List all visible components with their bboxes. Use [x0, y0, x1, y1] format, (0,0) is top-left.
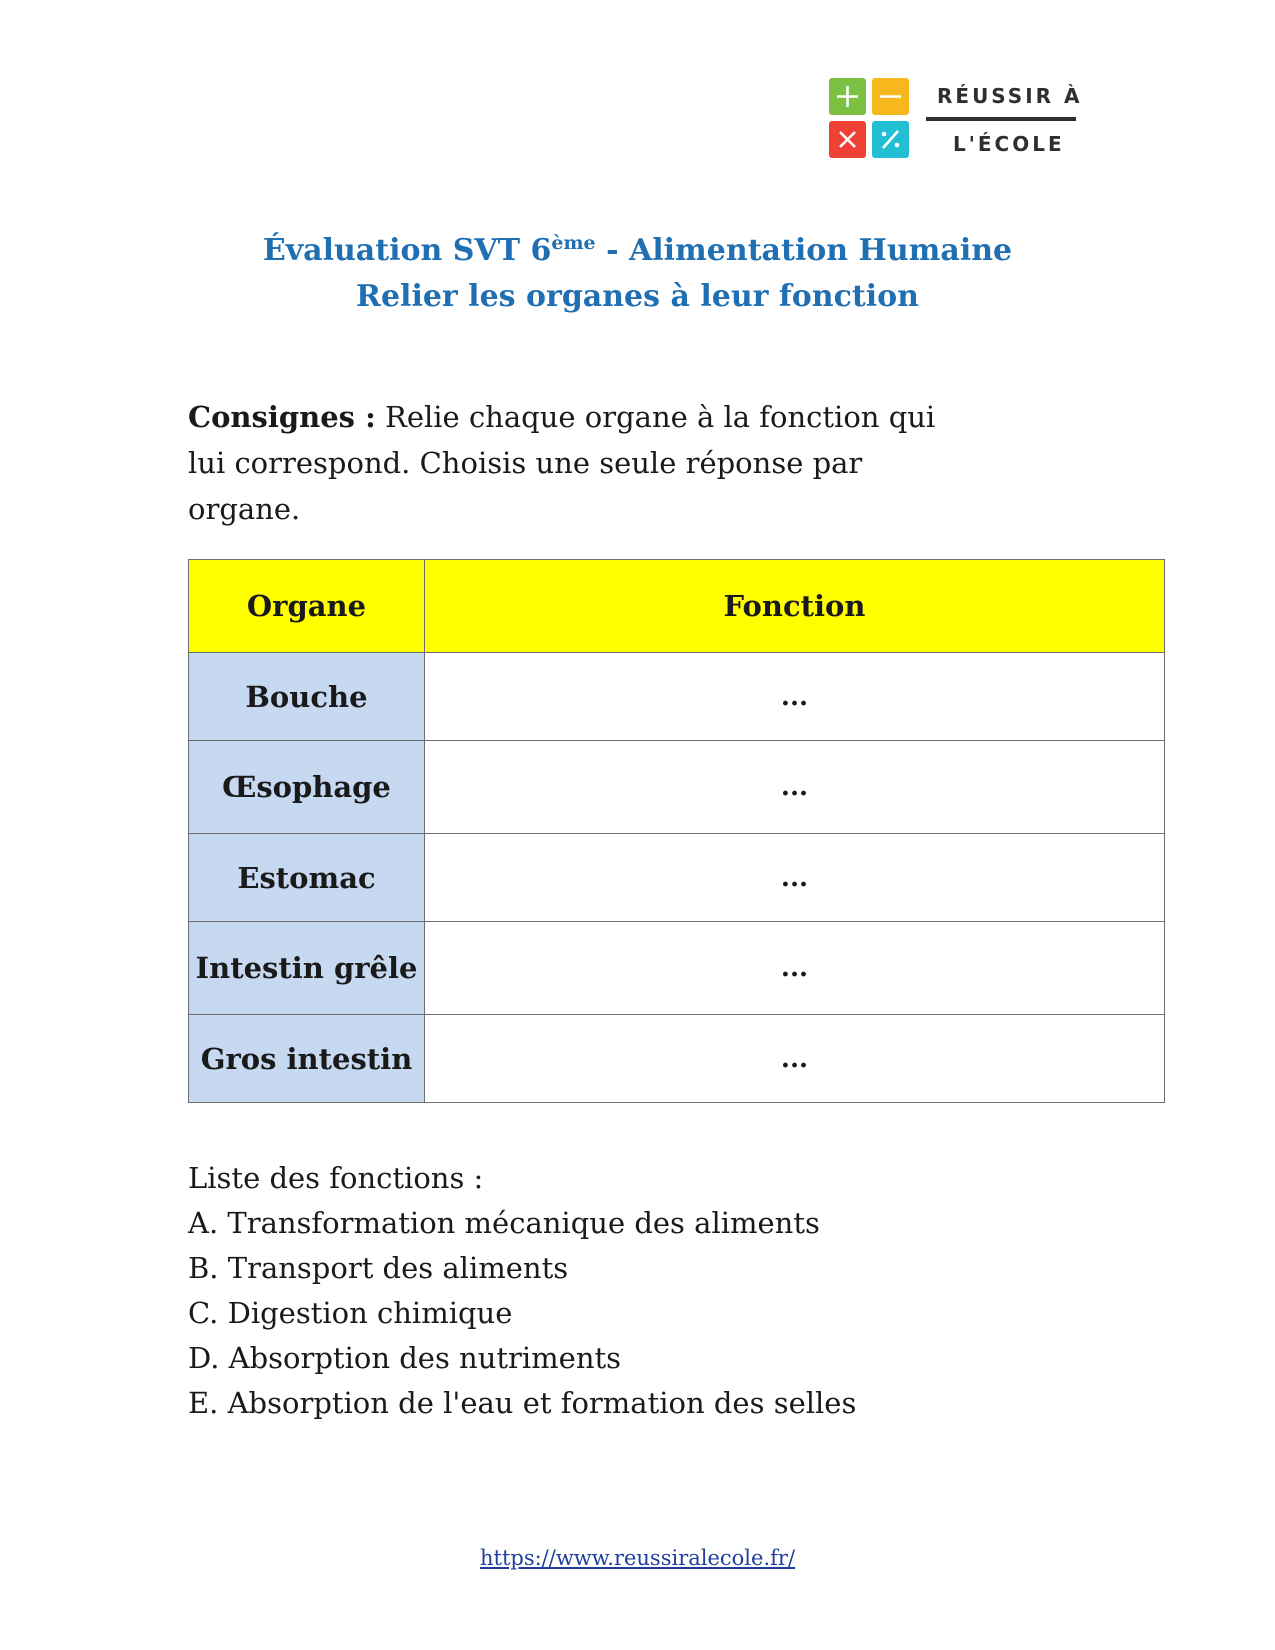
title-line1 [0, 228, 1275, 274]
table-row [189, 1015, 1165, 1103]
organ-cell: Gros intestin [189, 1015, 425, 1103]
header-fonction: Fonction [425, 560, 1165, 653]
table-row [189, 653, 1165, 741]
organ-function-table [188, 559, 1165, 1103]
brand-name-line1: RÉUSSIR À [937, 84, 1083, 108]
list-item: E. Absorption de l'eau et formation des selles [188, 1386, 857, 1420]
brand-divider [926, 117, 1076, 121]
function-answer-cell[interactable]: ... [425, 1015, 1165, 1103]
website-link[interactable]: https://www.reussiralecole.fr/ [479, 1546, 796, 1570]
list-item: C. Digestion chimique [188, 1296, 513, 1330]
title-line1-end: - Alimentation Humaine [595, 233, 1013, 268]
organ-cell: Œsophage [189, 741, 425, 834]
organ-cell: Estomac [189, 834, 425, 922]
instructions-label: Consignes : [188, 400, 376, 434]
table-row [189, 834, 1165, 922]
table-header-row [189, 560, 1165, 653]
plus-icon [829, 78, 866, 115]
brand-name-line2: L'ÉCOLE [953, 132, 1065, 156]
function-answer-cell[interactable]: ... [425, 834, 1165, 922]
function-answer-cell[interactable]: ... [425, 653, 1165, 741]
title-superscript: ème [551, 232, 596, 254]
table-row [189, 741, 1165, 834]
instructions-text: Relie chaque organe à la fonction qui lui correspond. Choisis une seule réponse par organe. [188, 400, 936, 526]
function-answer-cell[interactable]: ... [425, 922, 1165, 1015]
instructions [188, 394, 968, 532]
header-organe: Organe [189, 560, 425, 653]
page-title [0, 228, 1275, 320]
organ-cell: Intestin grêle [189, 922, 425, 1015]
table-row [189, 922, 1165, 1015]
functions-heading: Liste des fonctions : [188, 1161, 484, 1195]
list-item: A. Transformation mécanique des aliments [188, 1206, 820, 1240]
list-item: B. Transport des aliments [188, 1251, 569, 1285]
organ-cell: Bouche [189, 653, 425, 741]
function-answer-cell[interactable]: ... [425, 741, 1165, 834]
title-line2: Relier les organes à leur fonction [356, 279, 919, 314]
minus-icon [872, 78, 909, 115]
divide-icon [872, 121, 909, 158]
title-line1-start: Évaluation SVT 6 [262, 233, 552, 268]
footer [0, 1546, 1275, 1570]
brand-logo [829, 78, 1083, 160]
times-icon [829, 121, 866, 158]
list-item: D. Absorption des nutriments [188, 1341, 622, 1375]
functions-list [188, 1156, 1088, 1426]
